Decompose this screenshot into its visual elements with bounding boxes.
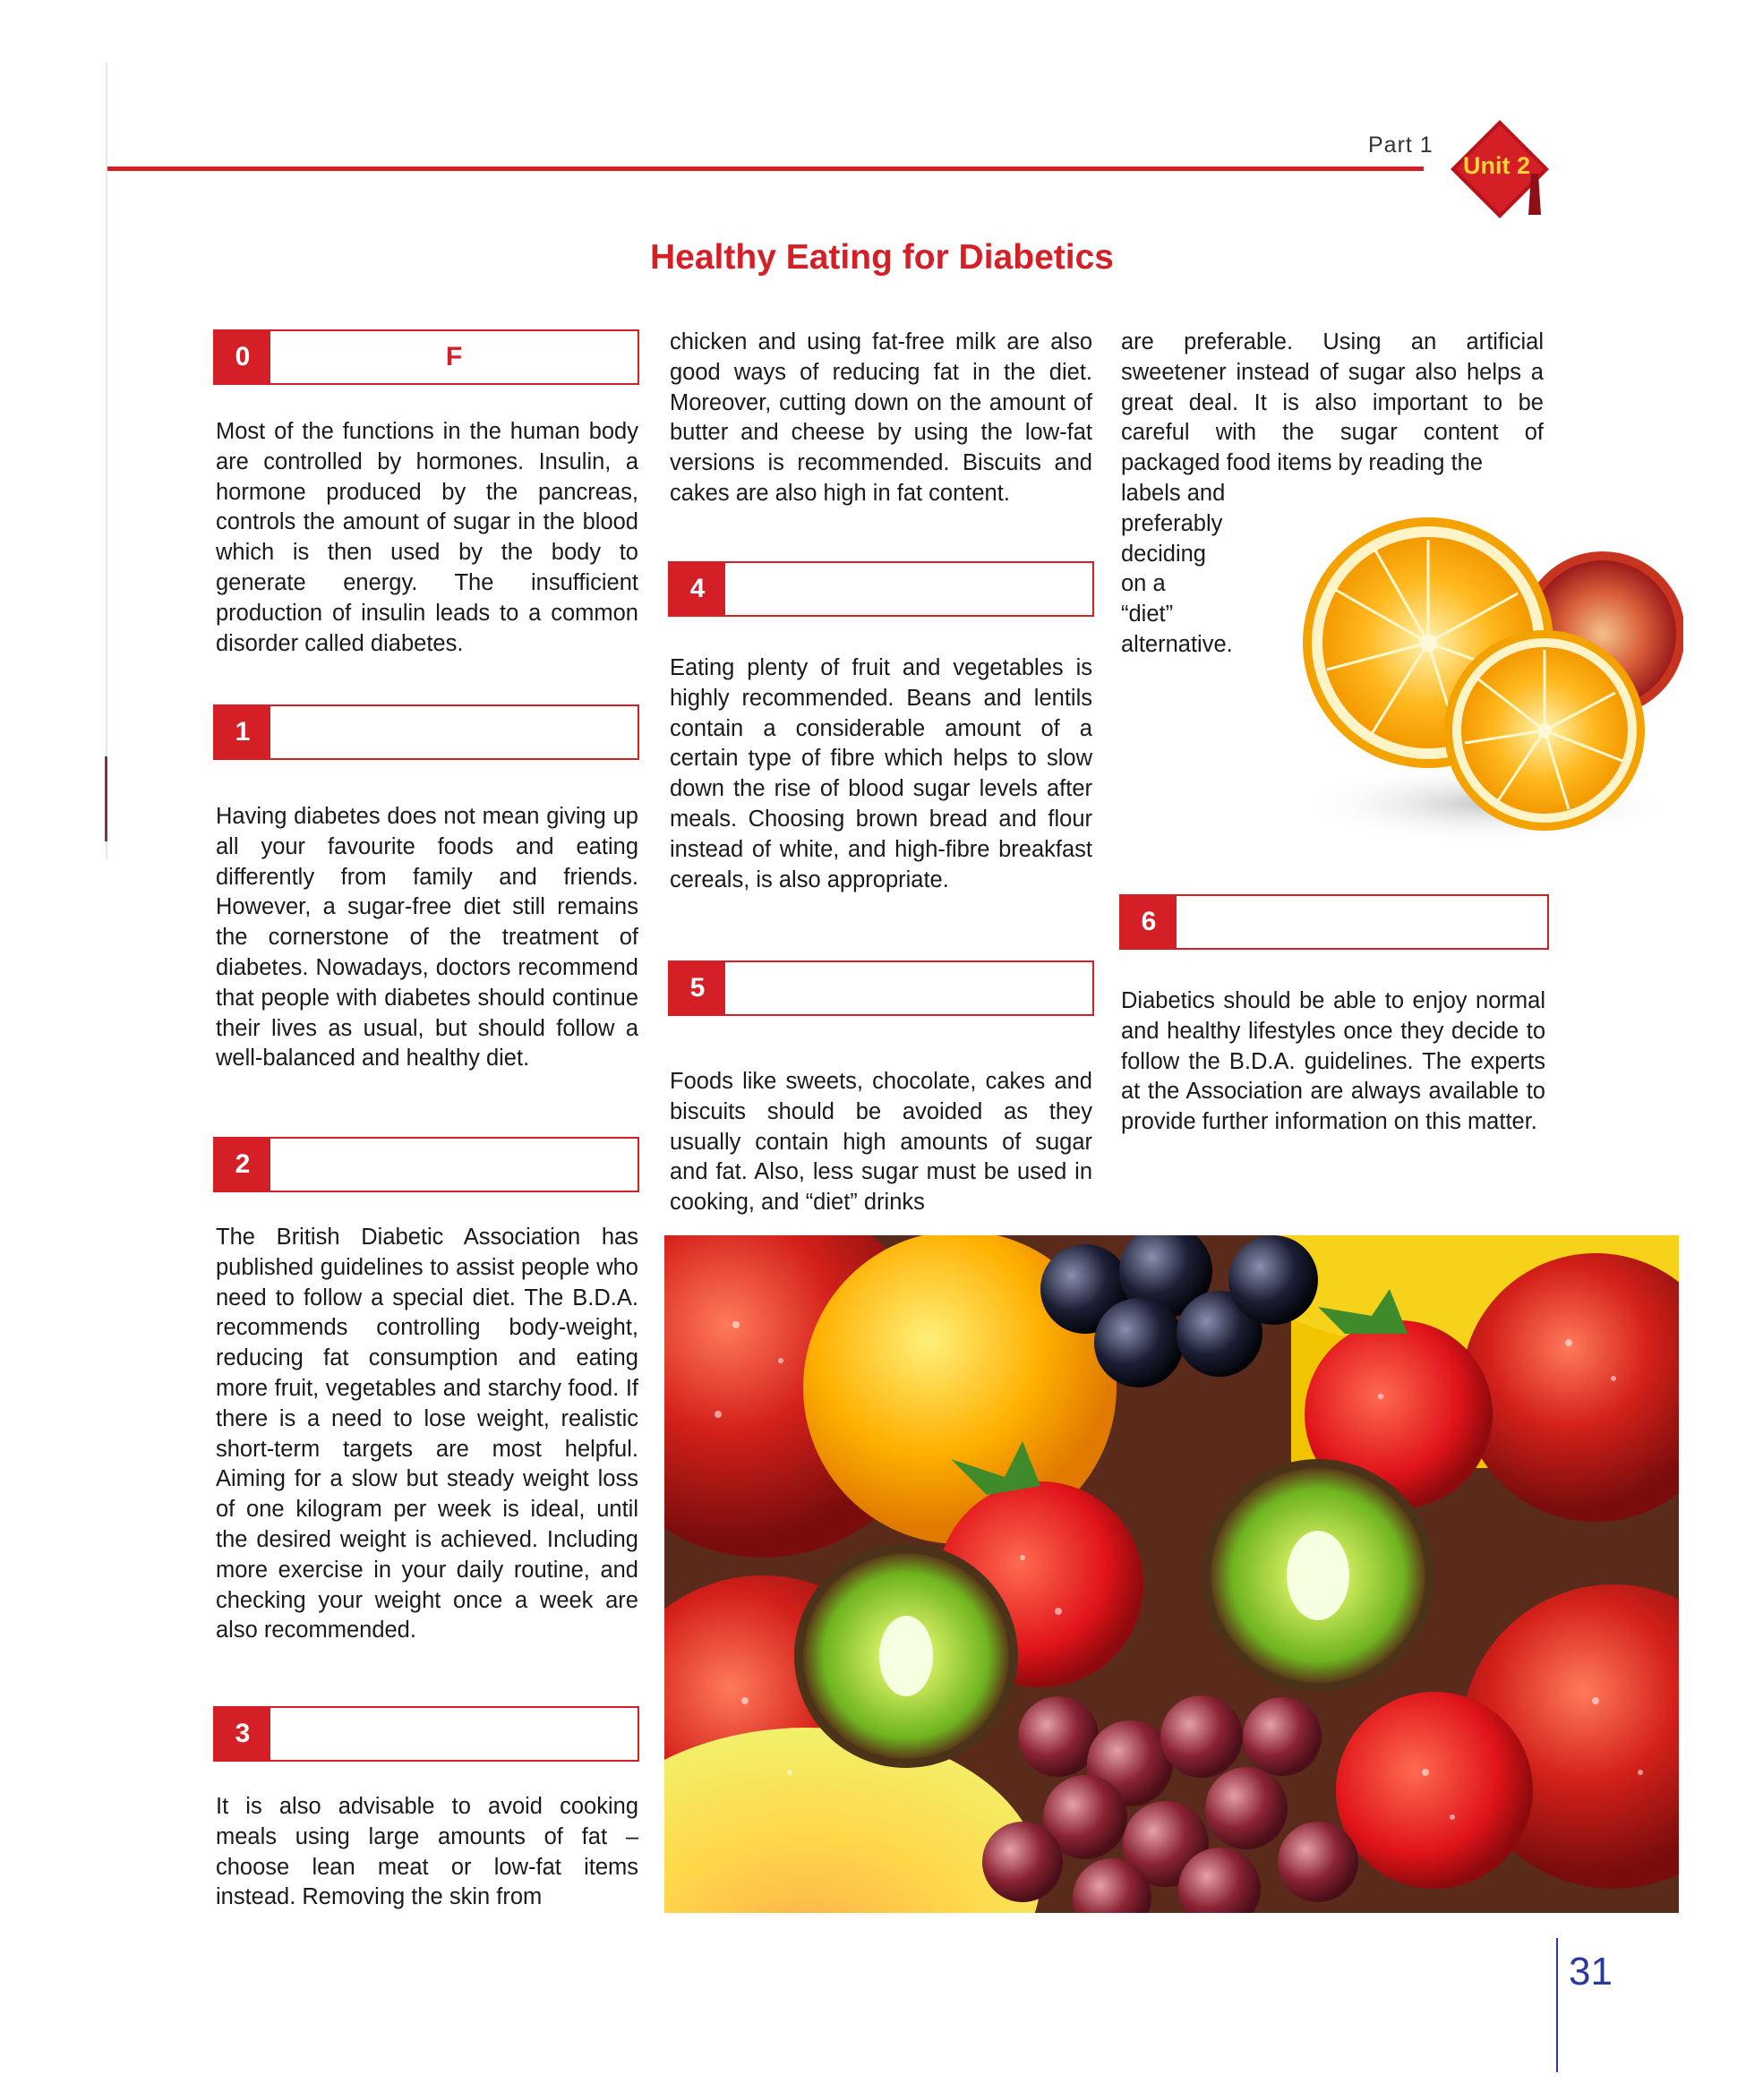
wrap-line-3: deciding <box>1121 541 1206 567</box>
margin-line <box>106 63 107 859</box>
unit-label: Unit 2 <box>1463 152 1531 179</box>
section-4-text: Eating plenty of fruit and vegetables is highly recommended. Beans and lentils contain a considerable amount of a certain type of fibre which helps to slow down the rise of blood sugar levels after meals. Choosing brown bread and flour instead of white, and high-fibre breakfast cereals, is also appropriate. <box>670 655 1092 892</box>
section-4-header <box>668 561 1094 617</box>
section-3-header <box>213 1706 639 1762</box>
section-1-header <box>213 704 639 760</box>
column-2-continuation: chicken and using fat-free milk are also good ways of reducing fat in the diet. Moreover, cutting down on the amount of butter and cheese by using the low-fat versions is recommended. Biscuits and cakes are also high in fat content. <box>670 329 1092 506</box>
section-3-number: 3 <box>215 1708 270 1760</box>
section-5-text: Foods like sweets, chocolate, cakes and biscuits should be avoided as they usually contain high amounts of sugar and fat. Also, less sugar must be used in cooking, and “diet” drinks <box>670 1069 1092 1216</box>
section-6-header <box>1119 894 1549 950</box>
section-1-number: 1 <box>215 706 270 758</box>
section-6-number: 6 <box>1121 896 1177 948</box>
column-3-continuation: are preferable. Using an artificial sweetener instead of sugar also helps a great deal. It is also important to be careful with the sugar content of packaged food items by reading the <box>1121 329 1544 476</box>
section-6-text: Diabetics should be able to enjoy normal and healthy lifestyles once they decide to follow the B.D.A. guidelines. The experts at the Association are always available to provide further information on this matter. <box>1121 988 1545 1135</box>
fruit-image <box>664 1235 1679 1913</box>
section-3-heading <box>270 1708 638 1760</box>
section-2-header <box>213 1137 639 1192</box>
wrap-line-5: “diet” <box>1121 602 1174 627</box>
section-5-number: 5 <box>670 962 725 1014</box>
header-rule <box>107 166 1424 171</box>
section-0-number: 0 <box>215 331 270 383</box>
page-number-rule <box>1556 1938 1558 2072</box>
section-5-heading <box>725 962 1092 1014</box>
section-0-text: Most of the functions in the human body are controlled by hormones. Insulin, a hormone produced by the pancreas, controls the amount of sugar in the blood which is then used by the body to generate energy. The insufficient production of insulin leads to a common disorder called diabetes. <box>216 419 638 656</box>
wrap-line-2: preferably <box>1121 510 1223 536</box>
wrap-line-4: on a <box>1121 571 1166 597</box>
section-0-header <box>213 329 639 385</box>
section-2-text: The British Diabetic Association has published guidelines to assist people who need to follow a special diet. The B.D.A. recommends controlling body-weight, reducing fat consumption and eating more fruit, vegetables and starchy food. If there is a need to lose weight, realistic short-term targets are most helpful. Aiming for a slow but steady weight loss of one kilogram per week is ideal, until the desired weight is achieved. Including more exercise in your daily routine, and checking your weight once a week are also recommended. <box>216 1225 638 1643</box>
section-1-heading <box>270 706 638 758</box>
section-1-text: Having diabetes does not mean giving up all your favourite foods and eating differently from family and friends. However, a sugar-free diet still remains the cornerstone of the treatment of diabetes. Nowadays, doctors recommend that people with diabetes should continue their lives as usual, but should follow a well-balanced and healthy diet. <box>216 804 638 1071</box>
margin-mark <box>105 756 107 841</box>
wrap-line-1: labels and <box>1121 481 1226 506</box>
section-5-header <box>668 960 1094 1016</box>
oranges-image <box>1271 508 1683 849</box>
wrap-line-6: alternative. <box>1121 631 1233 657</box>
section-2-number: 2 <box>215 1139 270 1191</box>
page-title: Healthy Eating for Diabetics <box>650 238 1114 277</box>
section-4-heading <box>725 563 1092 615</box>
column-3-wrap-text <box>1121 479 1264 661</box>
section-3-text: It is also advisable to avoid cooking meals using large amounts of fat – choose lean meat or low-fat items instead. Removing the skin from <box>216 1794 638 1910</box>
section-2-heading <box>270 1139 638 1191</box>
page-number: 31 <box>1569 1950 1613 1993</box>
section-0-heading: F <box>445 342 463 371</box>
section-6-heading <box>1177 896 1547 948</box>
part-label: Part 1 <box>1368 132 1434 158</box>
section-4-number: 4 <box>670 563 725 615</box>
